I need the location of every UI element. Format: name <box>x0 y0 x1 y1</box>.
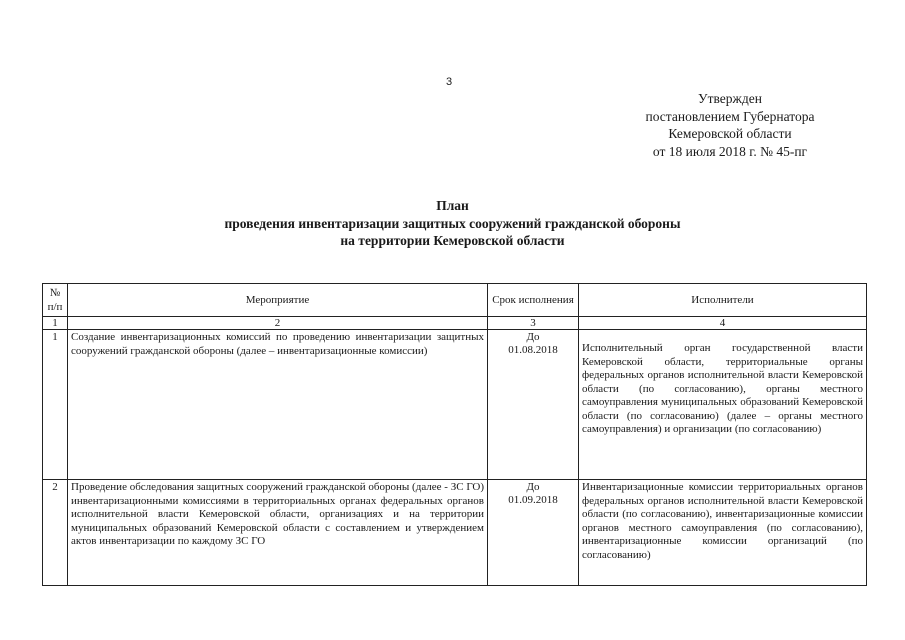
row-event: Создание инвентаризационных комиссий по проведению инвентаризации защитных сооружений гражданской обороны (далее – инвентаризационные комиссии) <box>68 330 488 480</box>
table-header-row <box>43 284 867 317</box>
deadline-date: 01.08.2018 <box>508 344 558 356</box>
approval-line-decree: постановлением Губернатора <box>645 108 815 124</box>
approval-stamp <box>600 90 860 160</box>
header-event: Мероприятие <box>68 284 488 317</box>
row-executors: Инвентаризационные комиссии территориальных органов федеральных органов исполнительной власти Кемеровской области (по согласованию), инвентаризационные комиссии органов местного самоуправления (по согласованию), инвентаризационные комиссии организаций (по согласованию) <box>579 480 867 586</box>
heading-subtitle-line-1: проведения инвентаризации защитных сооружений гражданской обороны <box>224 215 681 231</box>
plan-table <box>42 283 867 586</box>
table-row <box>43 480 867 586</box>
document-heading <box>150 197 755 250</box>
deadline-date: 01.09.2018 <box>508 494 558 506</box>
heading-title: План <box>436 198 469 213</box>
column-number: 4 <box>579 317 867 330</box>
header-deadline: Срок исполнения <box>488 284 579 317</box>
header-num: № п/п <box>43 284 68 317</box>
row-number: 2 <box>43 480 68 586</box>
row-deadline <box>488 480 579 586</box>
row-executors: Исполнительный орган государственной власти Кемеровской области, территориальные органы федеральных органов исполнительной власти Кемеровской области (по согласованию), органы местного самоуправления муниципальных образований Кемеровской области (по согласованию) (далее – органы местного самоуправления) и организации (по согласованию) <box>579 330 867 480</box>
approval-line-date: от 18 июля 2018 г. № 45-пг <box>652 143 808 159</box>
column-number: 1 <box>43 317 68 330</box>
page-number: 3 <box>446 76 453 88</box>
deadline-prefix: До <box>526 481 540 493</box>
column-number: 2 <box>68 317 488 330</box>
header-executors: Исполнители <box>579 284 867 317</box>
column-number: 3 <box>488 317 579 330</box>
heading-subtitle-line-2: на территории Кемеровской области <box>340 233 565 248</box>
table-row <box>43 330 867 480</box>
column-numbering-row <box>43 317 867 330</box>
row-number: 1 <box>43 330 68 480</box>
row-deadline <box>488 330 579 480</box>
deadline-prefix: До <box>526 331 540 343</box>
approval-line-approved: Утвержден <box>698 91 762 106</box>
approval-line-region: Кемеровской области <box>668 126 792 141</box>
row-event: Проведение обследования защитных сооружений гражданской обороны (далее - ЗС ГО) инвентаризационными комиссиями в территориальных органах федеральных органов исполнительной власти Кемеровской области, организациях и на территории муниципальных образований Кемеровской области с составлением и утверждением актов инвентаризации по каждому ЗС ГО <box>68 480 488 586</box>
